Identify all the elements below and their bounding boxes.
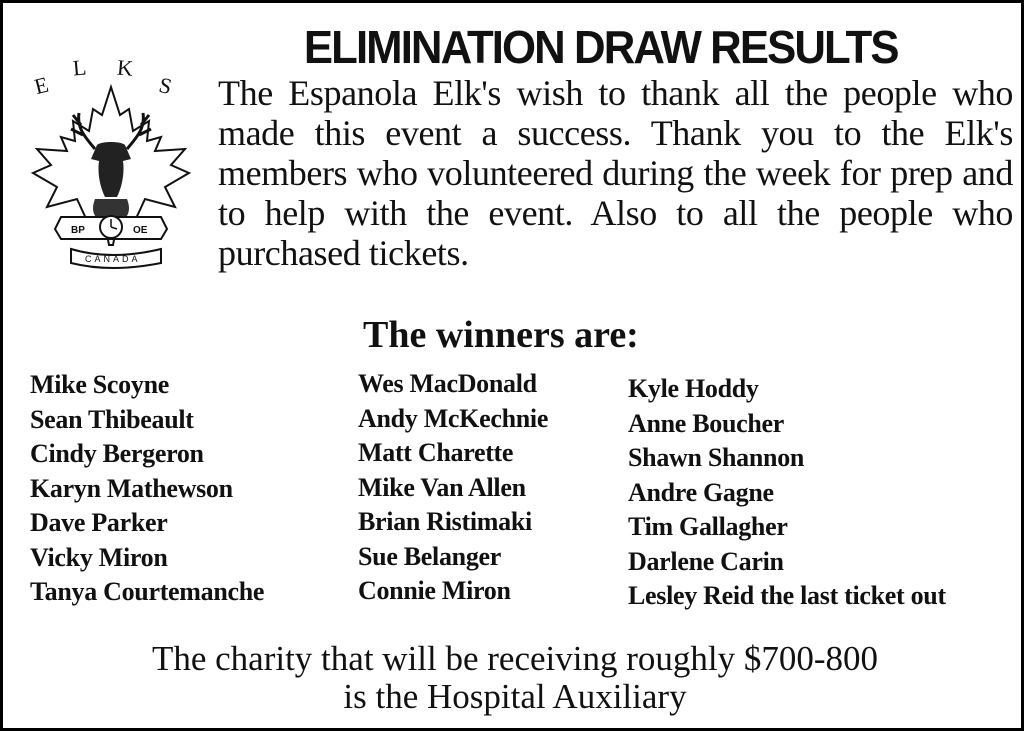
winner-name: Tanya Courtemanche [30, 577, 265, 606]
winner-name: Tim Gallagher [628, 512, 788, 541]
logo-letter-k: K [116, 54, 135, 81]
winners-heading: The winners are: [363, 314, 639, 356]
elk-head [91, 142, 131, 197]
winner-name: Brian Ristimaki [358, 507, 532, 536]
logo-banner-right: OE [133, 225, 148, 236]
winner-name: Mike Scoyne [30, 370, 169, 399]
logo-letter-s: S [156, 71, 175, 100]
elks-canada-emblem-icon [21, 49, 201, 269]
winner-name: Darlene Carin [628, 546, 784, 576]
intro-paragraph: The Espanola Elk's wish to thank all the people who made this event a success. Thank you to the Elk's members who volunteered during the week for prep and to help with the event. Also to all the people who purchased tickets. [218, 73, 1013, 273]
winner-name: Lesley Reid the last ticket out [628, 581, 946, 610]
winner-name: Wes MacDonald [358, 369, 537, 398]
logo-letter-e: E [31, 71, 51, 100]
closing-line-1: The charity that will be receiving roughly $700-800 [151, 639, 879, 678]
winner-name: Mike Van Allen [358, 472, 526, 502]
winner-name: Connie Miron [358, 576, 511, 605]
logo-canada-text: CANADA [85, 254, 141, 264]
winner-name: Karyn Mathewson [30, 473, 233, 503]
winner-name: Sue Belanger [358, 541, 502, 571]
winner-name: Andy McKechnie [358, 403, 549, 433]
winner-name: Cindy Bergeron [30, 439, 204, 468]
winner-name: Kyle Hoddy [628, 374, 759, 403]
winners-column-1 [30, 368, 264, 610]
winner-name: Andre Gagne [628, 477, 774, 507]
winner-name: Dave Parker [30, 508, 168, 537]
winner-name: Anne Boucher [628, 408, 785, 438]
logo-letter-l: L [71, 54, 88, 81]
closing-line-2: is the Hospital Auxiliary [343, 677, 687, 716]
winner-name: Vicky Miron [30, 542, 168, 572]
winner-name: Sean Thibeault [30, 404, 194, 434]
logo-banner-left: BP [71, 225, 85, 236]
page-title: ELIMINATION DRAW RESULTS [303, 21, 898, 73]
winner-name: Matt Charette [358, 438, 514, 467]
closing-statement [63, 640, 967, 716]
winner-name: Shawn Shannon [628, 443, 805, 472]
winners-column-3 [628, 372, 946, 614]
winners-column-2 [358, 367, 548, 609]
